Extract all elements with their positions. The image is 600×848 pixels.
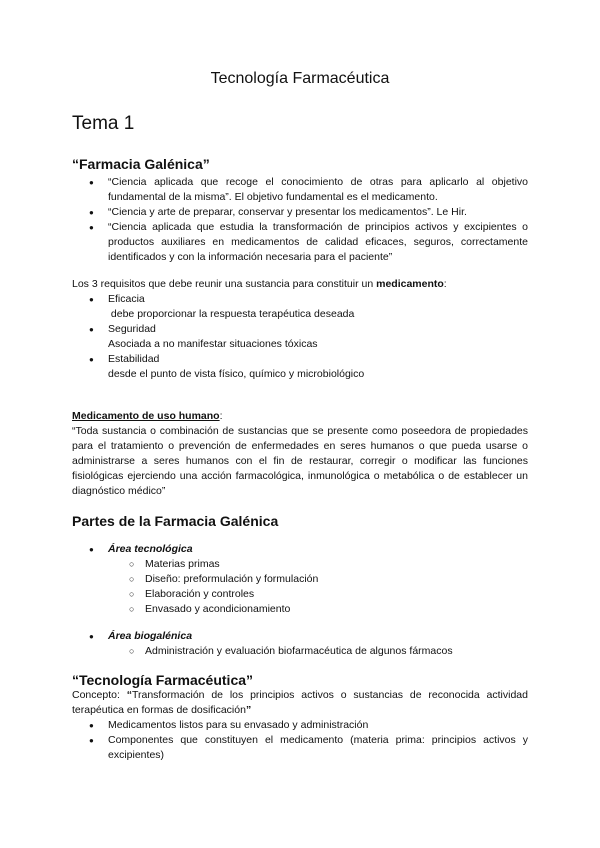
sublist-item: ○ Elaboración y controles xyxy=(108,587,528,602)
underlined-term: Medicamento de uso humano xyxy=(72,410,220,422)
intro-text: Los 3 requisitos que debe reunir una sustancia para constituir un xyxy=(72,278,377,290)
tecnologia-bullets xyxy=(72,718,528,763)
heading-partes: Partes de la Farmacia Galénica xyxy=(72,513,279,529)
quote-close: ” xyxy=(245,704,252,716)
list-item: ● Medicamentos listos para su envasado y administración xyxy=(72,718,528,733)
quote-open: “ xyxy=(126,689,132,701)
medicamento-uso-humano-definition: “Toda sustancia o combinación de sustancias que se presente como poseedora de propiedades para el tratamiento o prevención de enfermedades en seres humanos o que pueda usarse o administrarse a seres humanos con el fin de restaurar, corregir o modificar las funciones fisiológicas ejerciendo una acción farmacológica, inmunológica o metabólica o de establecer un diagnóstico médico” xyxy=(72,425,528,497)
sublist-item: ○ Diseño: preformulación y formulación xyxy=(108,572,528,587)
requisito-label: ● Seguridad xyxy=(108,323,156,335)
heading-farmacia-galenica: “Farmacia Galénica” xyxy=(72,156,210,172)
intro-colon: : xyxy=(443,278,447,290)
area-biogalenica-list xyxy=(72,629,528,659)
list-item-seguridad xyxy=(72,322,528,352)
area-biogalenica-sublist xyxy=(108,644,528,659)
requisitos-list xyxy=(72,292,528,382)
list-item-area-biogalenica xyxy=(72,629,528,659)
requisito-label: ● Estabilidad xyxy=(108,353,160,365)
concepto-label: Concepto: xyxy=(72,689,127,701)
list-item: ● “Ciencia y arte de preparar, conservar y presentar los medicamentos”. Le Hir. xyxy=(72,205,528,220)
list-item: ● “Ciencia aplicada que estudia la transformación de principios activos y excipientes o productos auxiliares en medicamentos de calidad eficaces, seguros, correctamente identificados y con la información necesaria para el paciente” xyxy=(72,220,528,265)
requisitos-intro xyxy=(72,277,528,292)
area-tecnologica-sublist xyxy=(108,557,528,617)
medicamento-uso-humano-label xyxy=(72,409,528,424)
list-item: ● Componentes que constituyen el medicamento (materia prima: principios activos y excipientes) xyxy=(72,733,528,763)
area-label: Área biogalénica xyxy=(108,630,193,642)
sublist-item: ○ Materias primas xyxy=(108,557,528,572)
requisito-desc: debe proporcionar la respuesta terapéutica deseada xyxy=(108,308,355,320)
list-item-estabilidad xyxy=(72,352,528,382)
list-item: ● “Ciencia aplicada que recoge el conocimiento de otras para aplicarlo al objetivo fundamental de la misma”. El objetivo fundamental es el medicamento. xyxy=(72,175,528,205)
heading-tecnologia-farmaceutica: “Tecnología Farmacéutica” xyxy=(72,672,254,688)
section-title-tema: Tema 1 xyxy=(72,113,135,134)
list-item-eficacia xyxy=(72,292,528,322)
document-title: Tecnología Farmacéutica xyxy=(210,70,390,87)
requisito-label: ● Eficacia xyxy=(108,293,145,305)
sublist-item: ○ Administración y evaluación biofarmacéutica de algunos fármacos xyxy=(108,644,528,659)
requisito-desc: desde el punto de vista físico, químico y microbiológico xyxy=(108,368,365,380)
area-tecnologica-list xyxy=(72,542,528,617)
requisito-desc: Asociada a no manifestar situaciones tóxicas xyxy=(108,338,318,350)
area-label: Área tecnológica xyxy=(108,543,193,555)
concepto-paragraph xyxy=(72,688,528,718)
list-item-area-tecnologica xyxy=(72,542,528,617)
intro-bold-medicamento: medicamento xyxy=(376,278,444,290)
sublist-item: ○ Envasado y acondicionamiento xyxy=(108,602,528,617)
term-colon: : xyxy=(219,410,223,422)
concepto-text: Transformación de los principios activos o sustancias de reconocida actividad terapéutica en formas de dosificación xyxy=(72,689,528,716)
farmacia-galenica-definitions xyxy=(72,175,528,265)
